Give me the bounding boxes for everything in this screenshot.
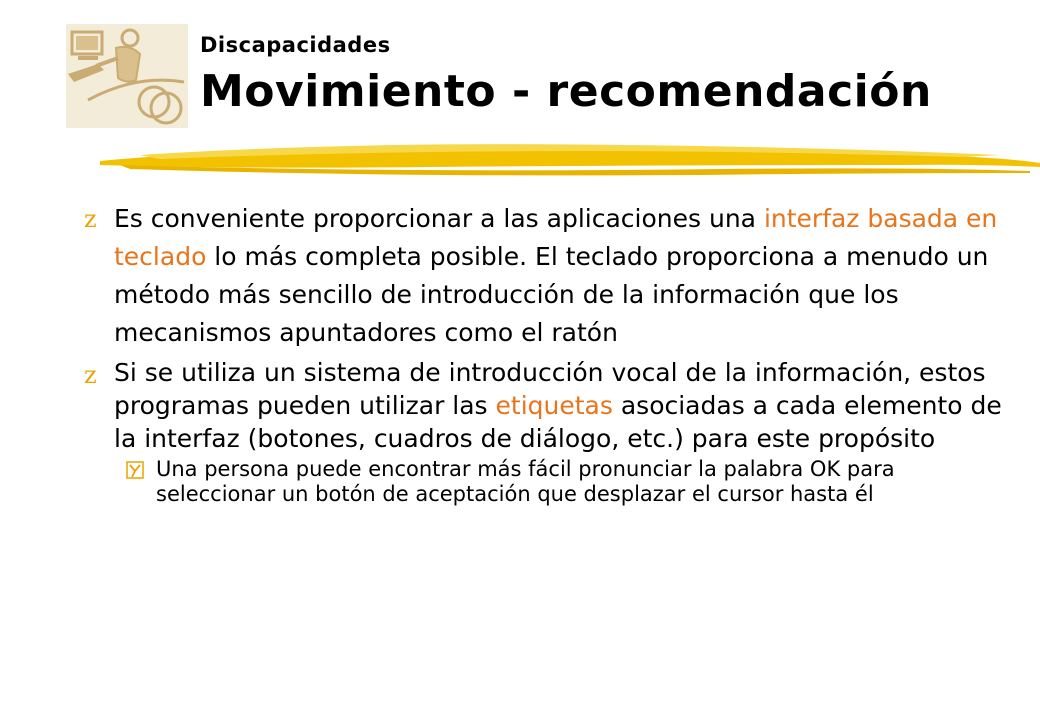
bullet-text xyxy=(114,356,1014,455)
brush-stroke-divider xyxy=(100,137,1040,177)
sub-list-item xyxy=(84,457,1014,507)
list-item xyxy=(84,356,1014,455)
list-item xyxy=(84,200,1014,352)
y-bullet-icon xyxy=(126,461,144,479)
sub-bullet-text: Una persona puede encontrar más fácil pronunciar la palabra OK para seleccionar un botón de aceptación que desplazar el cursor hasta él xyxy=(156,457,895,506)
text-segment: asociadas a cada elemento de la interfaz (botones, cuadros de diálogo, etc.) para este propósito xyxy=(114,391,1002,453)
highlighted-term: etiquetas xyxy=(495,391,613,420)
text-segment: Es conveniente proporcionar a las aplicaciones una xyxy=(114,204,764,233)
text-segment: Si se utiliza un sistema de introducción vocal de la información, estos programas pueden utilizar las xyxy=(114,358,986,420)
text-segment: lo más completa posible. El teclado proporciona a menudo un método más sencillo de introducción de la información que los mecanismos apuntadores como el ratón xyxy=(114,242,989,347)
highlighted-term: interfaz basada en teclado xyxy=(114,204,998,271)
slide-title: Movimiento - recomendación xyxy=(200,66,932,117)
person-at-computer-logo xyxy=(66,24,188,128)
bullet-text xyxy=(114,200,1014,352)
bullet-list xyxy=(84,200,1014,507)
z-bullet-icon: z xyxy=(84,361,97,389)
slide-subtitle: Discapacidades xyxy=(200,33,391,57)
z-bullet-icon: z xyxy=(84,205,97,233)
